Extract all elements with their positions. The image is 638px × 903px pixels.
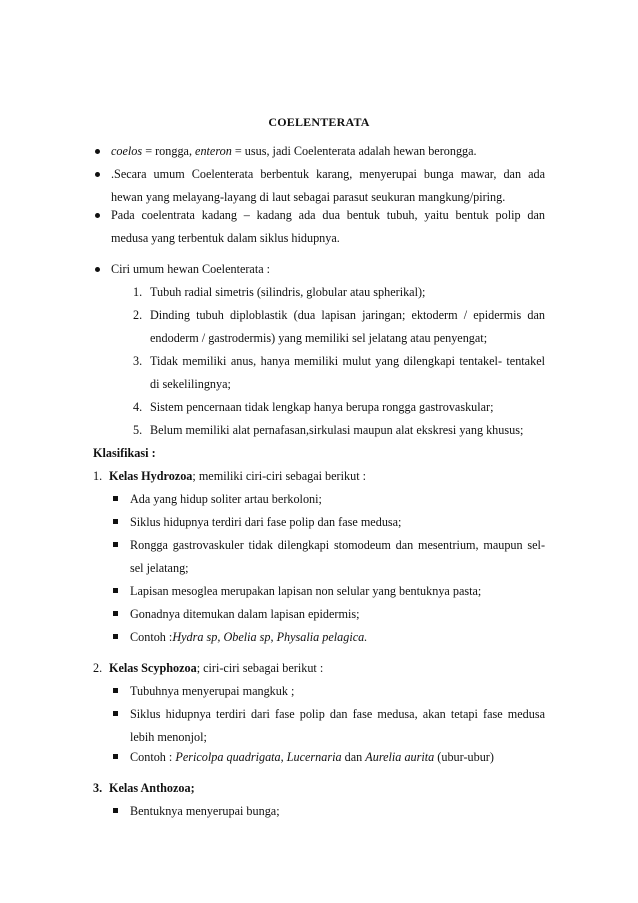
text-run: ; ciri-ciri sebagai berikut : [196, 661, 324, 675]
bullet-text-line [111, 230, 340, 246]
class-heading [109, 780, 195, 796]
square-bullet [113, 542, 118, 547]
list-number: 5. [133, 423, 143, 437]
bullet-dot [95, 213, 100, 218]
class-item-text [130, 537, 545, 553]
list-item-text: Tubuh radial simetris (silindris, globular atau spherikal); [150, 285, 426, 299]
list-number: 3. [133, 354, 143, 368]
list-item-text: endoderm / gastrodermis) yang memiliki sel jelatang atau penyengat; [150, 331, 488, 346]
text-run: coelos [111, 144, 143, 158]
class-item-text [130, 803, 280, 819]
bullet-text-line [111, 166, 545, 182]
bullet-text-line [111, 189, 505, 205]
text-run: enteron [195, 144, 232, 158]
class-number: 3. [93, 781, 103, 795]
page-title: COELENTERATA [268, 115, 370, 129]
bullet-text-line [111, 261, 270, 277]
text-run: Contoh : [130, 630, 173, 644]
class-item-text [130, 560, 189, 576]
text-run: Rongga gastrovaskuler tidak dilengkapi stomodeum dan mesentrium, maupun sel- [130, 538, 545, 552]
list-item-text: di sekelilingnya; [150, 377, 231, 392]
class-item-text [130, 749, 494, 765]
text-run: Pericolpa quadrigata, Lucernaria [175, 750, 342, 764]
class-heading [109, 660, 323, 676]
class-item-text [130, 629, 367, 645]
text-run: = usus, jadi Coelenterata adalah hewan berongga. [231, 144, 477, 158]
class-item-text [130, 683, 294, 699]
text-run: Lapisan mesoglea merupakan lapisan non selular yang bentuknya pasta; [130, 584, 482, 598]
text-run: (ubur-ubur) [434, 750, 494, 764]
text-run: Aurelia aurita [365, 750, 435, 764]
bullet-text-line [111, 143, 477, 159]
text-run: Siklus hidupnya terdiri dari fase polip dan fase medusa; [130, 515, 402, 529]
bullet-dot [95, 172, 100, 177]
bullet-text-line [111, 207, 545, 223]
text-run: Bentuknya menyerupai bunga; [130, 804, 280, 818]
text-run: Hydra sp, Obelia sp, Physalia pelagica. [172, 630, 368, 644]
square-bullet [113, 808, 118, 813]
square-bullet [113, 611, 118, 616]
bullet-dot [95, 267, 100, 272]
list-item-text: Belum memiliki alat pernafasan,sirkulasi maupun alat ekskresi yang khusus; [150, 423, 524, 437]
list-number: 1. [133, 285, 143, 299]
class-item-text [130, 514, 401, 530]
bullet-dot [95, 149, 100, 154]
square-bullet [113, 711, 118, 716]
text-run: Kelas Hydrozoa [109, 469, 193, 483]
class-heading [109, 468, 366, 484]
text-run: Tubuhnya menyerupai mangkuk ; [130, 684, 295, 698]
class-item-text [130, 729, 207, 745]
list-item-text: Sistem pencernaan tidak lengkap hanya berupa rongga gastrovaskular; [150, 400, 494, 414]
text-run: Kelas Scyphozoa [109, 661, 197, 675]
text-run: Gonadnya ditemukan dalam lapisan epidermis; [130, 607, 360, 621]
text-run: Pada coelentrata kadang – kadang ada dua bentuk tubuh, yaitu bentuk polip dan [111, 208, 545, 222]
class-item-text [130, 706, 545, 722]
text-run: ; memiliki ciri-ciri sebagai berikut : [192, 469, 367, 483]
text-run: lebih menonjol; [130, 730, 207, 745]
class-item-text [130, 491, 322, 507]
list-item-text: Tidak memiliki anus, hanya memiliki mulut yang dilengkapi tentakel- tentakel [150, 354, 545, 368]
text-run: Kelas Anthozoa; [109, 781, 195, 795]
section-heading: Klasifikasi : [93, 446, 156, 460]
text-run: Ciri umum hewan Coelenterata : [111, 262, 271, 276]
text-run: sel jelatang; [130, 561, 189, 576]
list-number: 2. [133, 308, 143, 322]
square-bullet [113, 754, 118, 759]
text-run: Ada yang hidup soliter artau berkoloni; [130, 492, 322, 506]
class-number: 1. [93, 469, 103, 483]
text-run: medusa yang terbentuk dalam siklus hidupnya. [111, 231, 340, 246]
square-bullet [113, 634, 118, 639]
text-run: Siklus hidupnya terdiri dari fase polip dan fase medusa, akan tetapi fase medusa [130, 707, 545, 721]
text-run: dan [341, 750, 366, 764]
square-bullet [113, 519, 118, 524]
list-item-text: Dinding tubuh diploblastik (dua lapisan jaringan; ektoderm / epidermis dan [150, 308, 545, 322]
square-bullet [113, 496, 118, 501]
text-run: = rongga, [142, 144, 196, 158]
text-run: hewan yang melayang-layang di laut sebagai parasut seukuran mangkung/piring. [111, 190, 506, 205]
square-bullet [113, 588, 118, 593]
class-number: 2. [93, 661, 103, 675]
class-item-text [130, 606, 359, 622]
text-run: .Secara umum Coelenterata berbentuk karang, menyerupai bunga mawar, dan ada [111, 167, 545, 181]
class-item-text [130, 583, 481, 599]
list-number: 4. [133, 400, 143, 414]
text-run: Contoh : [130, 750, 176, 764]
square-bullet [113, 688, 118, 693]
